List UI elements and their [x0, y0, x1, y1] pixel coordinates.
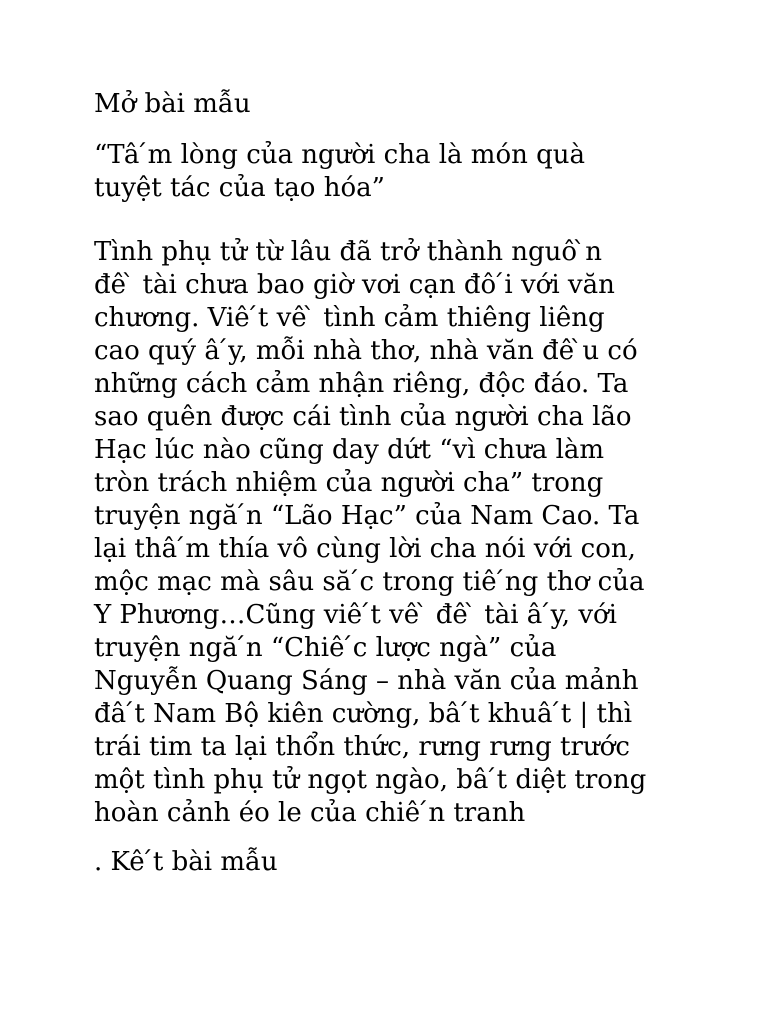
body-line: lại thâ ́m thía vô cùng lời cha nói với con,: [94, 534, 636, 564]
body-line: Nguyễn Quang Sáng – nhà văn của mảnh: [94, 666, 639, 696]
quote-line: tuyệt tác của tạo hóa”: [94, 173, 385, 203]
body-line: chương. Viê ́t vê ̀ tình cảm thiêng liêng: [94, 303, 605, 333]
body-line: một tình phụ tử ngọt ngào, bâ ́t diệt trong: [94, 765, 647, 795]
body-line: Hạc lúc nào cũng day dứt “vì chưa làm: [94, 435, 605, 465]
body-line: những cách cảm nhận riêng, độc đáo. Ta: [94, 369, 629, 399]
body-line: hoàn cảnh éo le của chiê ́n tranh: [94, 798, 526, 828]
quote-line: “Tâ ́m lòng của người cha là món quà: [94, 140, 585, 170]
body-line: truyện ngă ́n “Chiê ́c lược ngà” của: [94, 633, 557, 663]
body-line: Tình phụ tử từ lâu đã trở thành nguô ̀n: [94, 237, 603, 267]
body-line: trái tim ta lại thổn thức, rưng rưng trước: [94, 732, 630, 762]
heading-close: . Kê ́t bài mẫu: [94, 847, 278, 877]
body-line: cao quý â ́y, mỗi nhà thơ, nhà văn đê ̀u có: [94, 336, 638, 366]
body-line: tròn trách nhiệm của người cha” trong: [94, 468, 604, 498]
body-line: Y Phương…Cũng viê ́t vê ̀ đê ̀ tài â ́y, với: [94, 600, 617, 630]
body-line: đê ̀ tài chưa bao giờ vơi cạn đô ́i với văn: [94, 270, 615, 300]
body-line: mộc mạc mà sâu să ́c trong tiê ́ng thơ của: [94, 567, 645, 597]
heading-open: Mở bài mẫu: [94, 89, 251, 119]
body-line: đâ ́t Nam Bộ kiên cường, bâ ́t khuâ ́t | thì: [94, 699, 633, 729]
body-line: sao quên được cái tình của người cha lão: [94, 402, 632, 432]
body-line: truyện ngă ́n “Lão Hạc” của Nam Cao. Ta: [94, 501, 640, 531]
